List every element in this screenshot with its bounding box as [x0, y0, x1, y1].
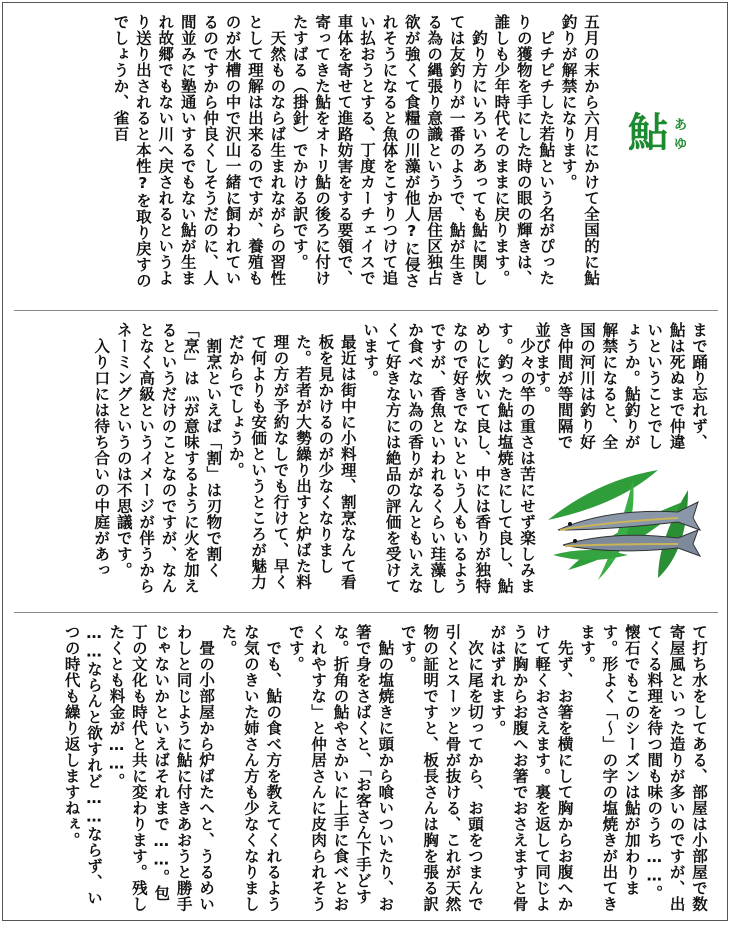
band-1-para-3: 釣り方にいろいろあっても鮎に関しては友釣りが一番のようで、鮎が生きる為の縄張り意識というか居住区独占欲が強くて食糧の川藻が他人?に侵されそうになると魚体をこすりつけて追い払おうとする、丁度カーチェイスで車体を寄せて進路妨害をする要領で、寄ってきた鮎をオトリ鮎の後ろに付けたすばる（掛針）でかける訳です。 [290, 14, 488, 289]
band-3-para-3: 次に尾を切ってから、お頭をつまんで引くとスーッと骨が抜ける、これが天然物の証明ですと、板長さんは胸を張る訳です。 [398, 624, 484, 912]
band-3-para-1: て打ち水をしてある、部屋は小部屋で数寄屋風といった造りが多いのですが、出てくる料理を待つ間も味のうち……。懐石でもこのシーズンは鮎が加わります。形よく「〜」の字の塩焼きが出てきます。 [577, 624, 708, 912]
band-3 [14, 624, 718, 912]
band-2-para-1: まで踊り忘れず、鮎は死ぬまで仲違いということでしょうか。鮎釣りが解禁になると、全国の河川は釣り好き仲間が等間隔で並びます。 [533, 322, 708, 450]
title-reading: あゆ [674, 118, 688, 152]
title-kanji: 鮎 [628, 110, 668, 156]
band-3-para-2: 先ず、お箸を横にして胸からお腹へかけて軽くおさえます。裏を返して同じように胸からお腹へお箸でおさえますと骨がはずれます。 [488, 624, 574, 912]
article-title [628, 100, 698, 170]
band-2-para-4: 割烹といえば「割」は刃物で割く「烹」は灬が意味するように火を加えるというだけのことなのですが、なんとなく高級というイメージが伴うからネーミングというのは不思議です。 [114, 322, 223, 594]
band-3-para-6: 畳の小部屋から炉ばたへと、うるめいわしと同じように鮎に付きあおうと勝手じゃないかといえばそれまで……。包丁の文化も時代と共に変わります。残したくとも料金が……。 [107, 624, 216, 912]
band-2-para-2: 少々の竿の重さは苦にせず楽しみます。釣った鮎は塩焼きにして良し、鮎めしに炊いて良し、中には香りが独特なので好きでないという人もいるようですが、香魚といわれるくらい珪藻しか食べない為の香りがなんともいえなくて好きな方には絶品の評価を受けています。 [361, 322, 536, 594]
band-2-para-5: 入り口には待ち合いの中庭があっ [92, 337, 111, 578]
band-3-text [20, 624, 710, 912]
divider-1 [14, 310, 718, 311]
ayu-fish-illustration [538, 460, 703, 585]
band-1-para-2: ピチピチした若鮎という名がぴったりの獲物を手にした時の眼の輝きは、誰しも少年時代そのままに戻ります。 [492, 14, 556, 286]
band-3-para-5: でも、鮎の食べ方を教えてくれるような気のきいた姉さん方も少なくなりました。 [219, 624, 283, 912]
band-1-para-4: 天然ものならば生まれながらの習性として理解は出来るのですが、養殖ものが水槽の中で沢山一緒に飼われているのですから仲良くしそうだのに、人間並みに塾通いするでもない鮎が生まれ故郷でもない川へ戻されるというより送り出されると本性?を取り戻すのでしょうか、雀百 [111, 14, 287, 289]
band-1-para-1: 五月の末から六月にかけて全国的に鮎釣りが解禁になります。 [559, 14, 600, 286]
band-3-para-7: ……ならんと欲すれど……ならず、いつの時代も繰り返しますねぇ。 [62, 624, 104, 906]
band-3-para-4: 鮎の塩焼きに頭から喰いついたり、お箸で身をさばくと、「お客さん下手どすな。折角の鮎やさかいに上手に食べとおくれやすな」と仲居さんに皮肉られそうです。 [286, 624, 395, 912]
band-2-para-3: 最近は街中に小料理、割烹なんて看板を見かけるのが少なくなりました。若者が大勢繰り出すと炉ばた料理の方が予約なしでも行けて、早くて何よりも安価というところが魅力だからでしょうか。 [226, 334, 357, 590]
band-1 [14, 14, 718, 296]
band-1-text [111, 14, 602, 296]
divider-2 [14, 612, 718, 613]
